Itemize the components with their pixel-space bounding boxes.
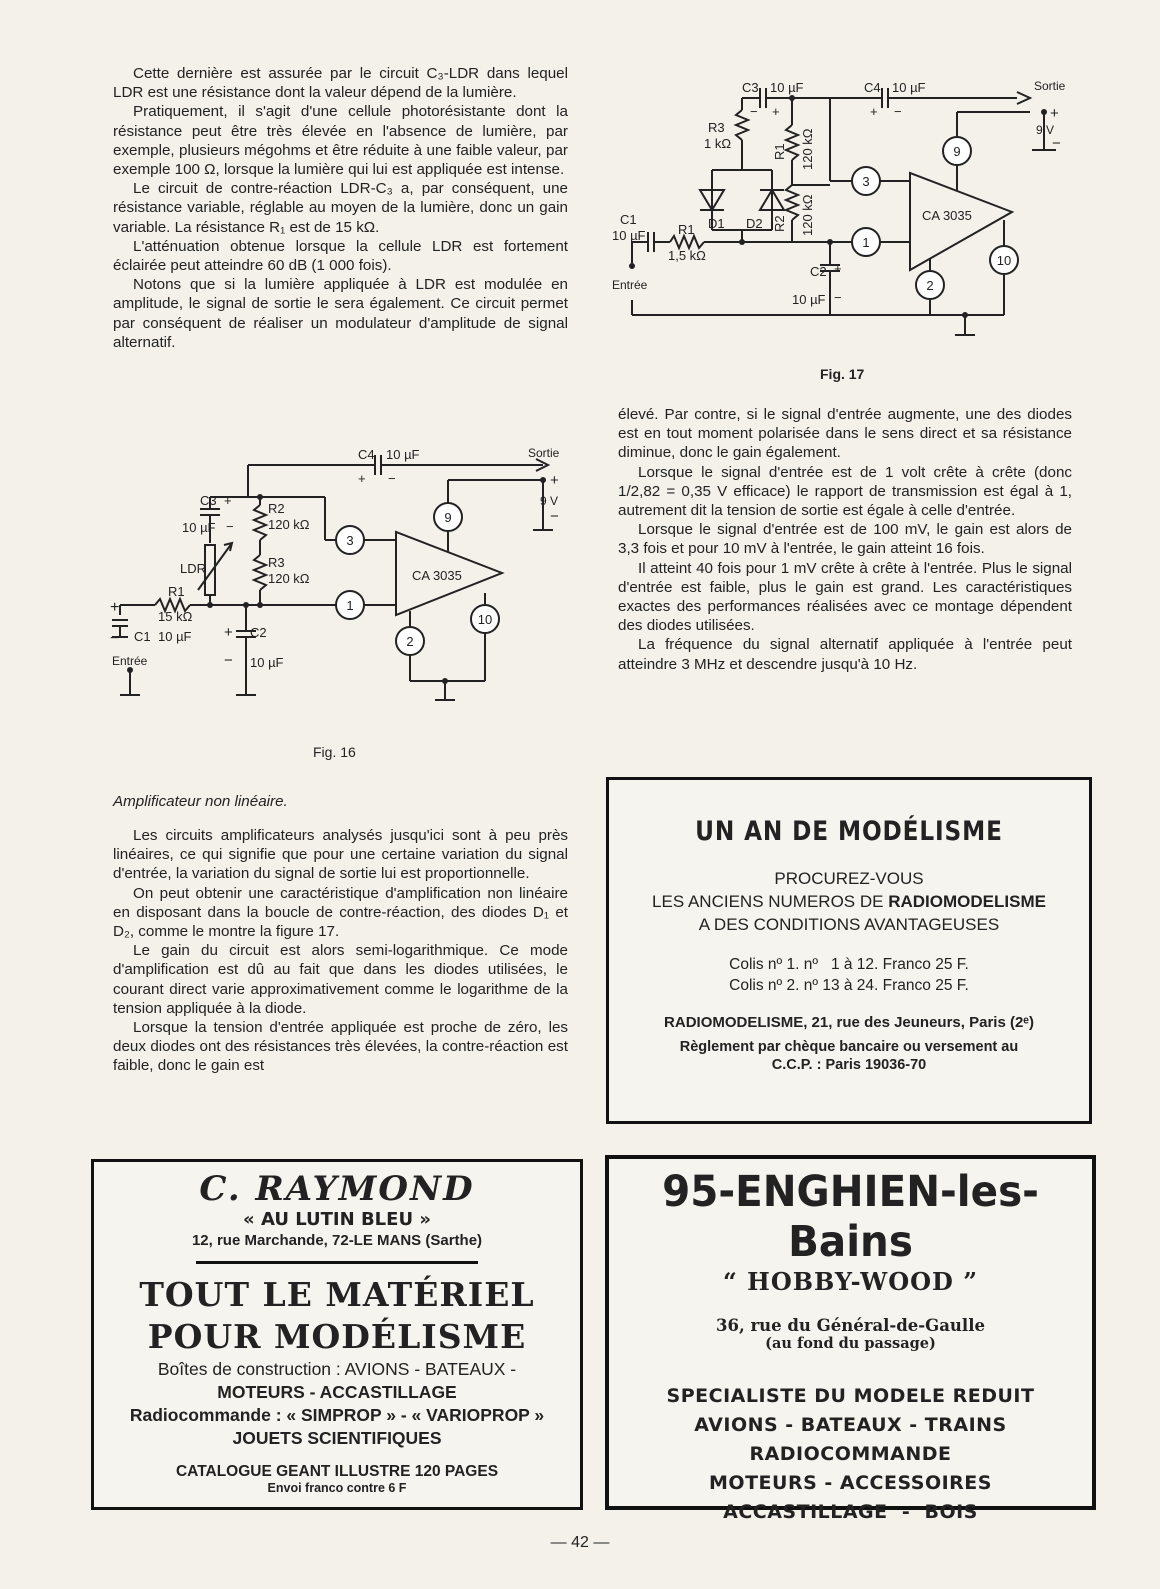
supply-voltage: 9 V [1036, 123, 1055, 137]
fig16-caption: Fig. 16 [313, 744, 356, 760]
pin-3-label: 3 [346, 533, 354, 548]
c4-plus: + [870, 104, 878, 119]
paragraph: L'atténuation obtenue lorsque la cellule LDR est fortement éclairée peut atteindre 60 dB (1 000 fois). [113, 237, 568, 275]
c2-plus: + [224, 624, 233, 641]
paragraph: Le gain du circuit est alors semi-logarithmique. Ce mode d'amplification est dû au fait que dans les diodes utilisées, le courant direct varie approximativement comme le logarithme de la tension appliquée à la diode. [113, 942, 568, 1017]
ad-title: UN AN DE MODÉLISME [695, 816, 1003, 847]
c4-label: C4 [864, 80, 881, 95]
d2-label: D2 [746, 216, 763, 231]
c3-minus: − [750, 104, 758, 119]
input-minus: − [110, 630, 120, 647]
pin-9-label: 9 [953, 144, 961, 159]
ad-colis: Colis nº 1. nº 1 à 12. Franco 25 F. [729, 956, 969, 973]
ad-enghien-line: AVIONS - BATEAUX - TRAINS [694, 1414, 1007, 1436]
ad-enghien-line: ACCASTILLAGE - BOIS [723, 1501, 978, 1523]
ad-raymond-name: C. RAYMOND [199, 1169, 475, 1209]
r2-label: R2 [268, 501, 285, 516]
c4-plus: + [358, 471, 366, 486]
c3-label: C3 [742, 80, 759, 95]
ad-raymond-headline: POUR MODÉLISME [147, 1317, 527, 1356]
r1-value: 1,5 kΩ [668, 248, 706, 263]
ad-line: PROCUREZ-VOUS [774, 869, 924, 888]
c4-value: 10 µF [386, 447, 420, 462]
paragraph: Lorsque le signal d'entrée est de 100 mV, le gain est alors de 3,3 fois et pour 10 mV à l'entrée, le gain atteint 16 fois. [618, 521, 1072, 558]
r1-value: 15 kΩ [158, 609, 193, 624]
fig16-circuit-diagram [110, 445, 580, 720]
supply-plus: + [550, 472, 559, 489]
c3-minus: − [226, 519, 234, 534]
supply-minus: − [550, 508, 559, 525]
ad-enghien-name: 95-ENGHIEN-les-Bains [662, 1167, 1039, 1267]
d1-label: D1 [708, 216, 725, 231]
c3-label: C3 [200, 493, 217, 508]
paragraph: Pratiquement, il s'agit d'une cellule photorésistante dont la résistance peut être très élevée en l'absence de lumière, par exemple, plusieurs mégohms et être réduite à une faible valeur, par exemple 100 Ω, lorsque la lumière qui lui est appliquée est intense. [113, 103, 568, 179]
pin-3-label: 3 [862, 174, 870, 189]
sortie-label: Sortie [528, 446, 560, 460]
ad-enghien-line: SPECIALISTE DU MODELE REDUIT [666, 1385, 1035, 1407]
r2-value: 120 kΩ [268, 517, 310, 532]
page-number: — 42 — [550, 1534, 610, 1551]
paragraph: Notons que si la lumière appliquée à LDR est modulée en amplitude, le signal de sortie le sera également. Ce circuit permet par conséquent de réaliser un modulateur d'amplitude de signal alternatif. [113, 276, 568, 351]
ad-line [609, 890, 1089, 913]
left-column-top [113, 64, 568, 352]
r3-label: R3 [708, 120, 725, 135]
c1-label: C1 [134, 629, 151, 644]
ad-enghien-address: 36, rue du Général-de-Gaulle [716, 1316, 985, 1335]
r2-label: R2 [772, 215, 787, 232]
c4-label: C4 [358, 447, 375, 462]
pin-9-label: 9 [444, 510, 452, 525]
c3-plus: + [772, 104, 780, 119]
r3-value: 120 kΩ [268, 571, 310, 586]
c3-plus: + [224, 493, 232, 508]
pin-10-label: 10 [996, 253, 1012, 268]
sortie-label: Sortie [1034, 79, 1066, 93]
ad-raymond-address: 12, rue Marchande, 72-LE MANS (Sarthe) [191, 1232, 483, 1249]
section-subheading: Amplificateur non linéaire. [113, 793, 288, 810]
ad-line-text: LES ANCIENS NUMEROS DE [652, 892, 889, 911]
ad-enghien-line: MOTEURS - ACCESSOIRES [709, 1472, 992, 1494]
paragraph: Lorsque le signal d'entrée est de 1 volt crête à crête (donc 1/2,82 = 0,35 V efficace) le rapport de transmission est égal à 1, autrement dit la tension de sortie est égale à celle d'entrée. [618, 463, 1072, 520]
ad-raymond-line: Radiocommande : « SIMPROP » - « VARIOPROP » [129, 1405, 545, 1425]
c1-value: 10 µF [158, 629, 192, 644]
supply-minus: − [1052, 135, 1061, 152]
c1-value: 10 µF [612, 228, 646, 243]
entree-label: Entrée [612, 278, 648, 292]
c2-value: 10 µF [792, 292, 826, 307]
ad-enghien [605, 1155, 1096, 1523]
ad-line: A DES CONDITIONS AVANTAGEUSES [698, 915, 1000, 934]
c4-minus: − [894, 104, 902, 119]
paragraph: On peut obtenir une caractéristique d'amplification non linéaire en disposant dans la boucle de contre-réaction, des diodes D₁ et D₂, comme le montre la figure 17. [113, 884, 568, 941]
r2-value: 120 kΩ [800, 194, 815, 236]
paragraph: Les circuits amplificateurs analysés jusqu'ici sont à peu près linéaires, ce qui signifie que pour une certaine variation du signal d'entrée, la variation du signal de sortie lui est proportionnelle. [113, 827, 568, 883]
ad-line-brand: RADIOMODELISME [888, 892, 1046, 911]
ad-raymond [91, 1159, 583, 1510]
input-plus: + [110, 599, 120, 616]
pin-2-label: 2 [406, 634, 414, 649]
c4-minus: − [388, 471, 396, 486]
paragraph: Le circuit de contre-réaction LDR-C₃ a, par conséquent, une résistance variable, réglable au moyen de la lumière, donc un gain variable. La résistance R₁ est de 15 kΩ. [113, 180, 568, 236]
paragraph: Lorsque la tension d'entrée appliquée est proche de zéro, les deux diodes ont des résistances très élevées, la contre-réaction est faible, donc le gain est [113, 1019, 568, 1075]
r1-label: R1 [678, 222, 695, 237]
ad-raymond-envoi: Envoi franco contre 6 F [267, 1481, 407, 1495]
ad-enghien-shop: “ HOBBY-WOOD ” [723, 1267, 978, 1296]
supply-plus: + [1050, 105, 1059, 122]
r1-label: R1 [168, 584, 185, 599]
ldr-label: LDR [180, 561, 207, 576]
paragraph: La fréquence du signal alternatif appliquée à l'entrée peut atteindre 3 MHz et descendre jusqu'à 10 Hz. [618, 636, 1072, 673]
pin-2-label: 2 [926, 278, 934, 293]
c2-minus: − [224, 652, 233, 669]
ad-address: RADIOMODELISME, 21, rue des Jeuneurs, Paris (2ᵉ) [664, 1014, 1034, 1031]
r1v-label: R1 [772, 143, 787, 160]
c2-label: C2 [250, 625, 267, 640]
ad-payment: C.C.P. : Paris 19036-70 [771, 1057, 927, 1073]
ad-enghien-line: RADIOCOMMANDE [749, 1443, 952, 1465]
c2-label: C2 [810, 264, 827, 279]
fig17-circuit-diagram [612, 70, 1072, 360]
right-column [618, 405, 1072, 674]
ad-raymond-shop: « AU LUTIN BLEU » [243, 1209, 431, 1230]
c2-value: 10 µF [250, 655, 284, 670]
paragraph: élevé. Par contre, si le signal d'entrée augmente, une des diodes est en tout moment polarisée dans le sens direct et sa résistance diminue, donc le gain également. [618, 406, 1072, 462]
c3-value: 10 µF [182, 520, 216, 535]
c3-value: 10 µF [770, 80, 804, 95]
ad-payment: Règlement par chèque bancaire ou versement au [679, 1039, 1019, 1055]
ad-raymond-line: JOUETS SCIENTIFIQUES [232, 1428, 442, 1448]
ad-colis: Colis nº 2. nº 13 à 24. Franco 25 F. [729, 977, 969, 994]
r1v-value: 120 kΩ [800, 128, 815, 170]
ad-raymond-catalogue: CATALOGUE GEANT ILLUSTRE 120 PAGES [175, 1463, 499, 1480]
paragraph: Cette dernière est assurée par le circuit C₃-LDR dans lequel LDR est une résistance dont la valeur dépend de la lumière. [113, 65, 568, 102]
supply-voltage: 9 V [540, 494, 559, 508]
ad-raymond-line: MOTEURS - ACCASTILLAGE [217, 1382, 457, 1402]
paragraph: Il atteint 40 fois pour 1 mV crête à crête à l'entrée. Plus le signal d'entrée est faible, plus le gain est grand. Les caractéristiques exactes des performances réalisées avec ce montage dépendent des diodes utilisées. [618, 559, 1072, 635]
pin-10-label: 10 [477, 612, 493, 627]
ad-modelisme [606, 777, 1092, 1124]
c1-label: C1 [620, 212, 637, 227]
left-column-bottom [113, 826, 568, 1076]
r3-value: 1 kΩ [704, 136, 732, 151]
pin-1-label: 1 [346, 598, 354, 613]
c2-plus: + [834, 261, 842, 276]
c2-minus: − [834, 290, 842, 305]
amp-label: CA 3035 [922, 208, 972, 223]
c4-value: 10 µF [892, 80, 926, 95]
ad-raymond-line: Boîtes de construction : AVIONS - BATEAUX - [157, 1359, 517, 1379]
pin-1-label: 1 [862, 235, 870, 250]
ad-enghien-address: (au fond du passage) [765, 1335, 936, 1352]
entree-label: Entrée [112, 654, 148, 668]
amp-label: CA 3035 [412, 568, 462, 583]
r3-label: R3 [268, 555, 285, 570]
divider [196, 1261, 478, 1264]
fig17-caption: Fig. 17 [820, 366, 865, 382]
ad-raymond-headline: TOUT LE MATÉRIEL [139, 1275, 535, 1314]
